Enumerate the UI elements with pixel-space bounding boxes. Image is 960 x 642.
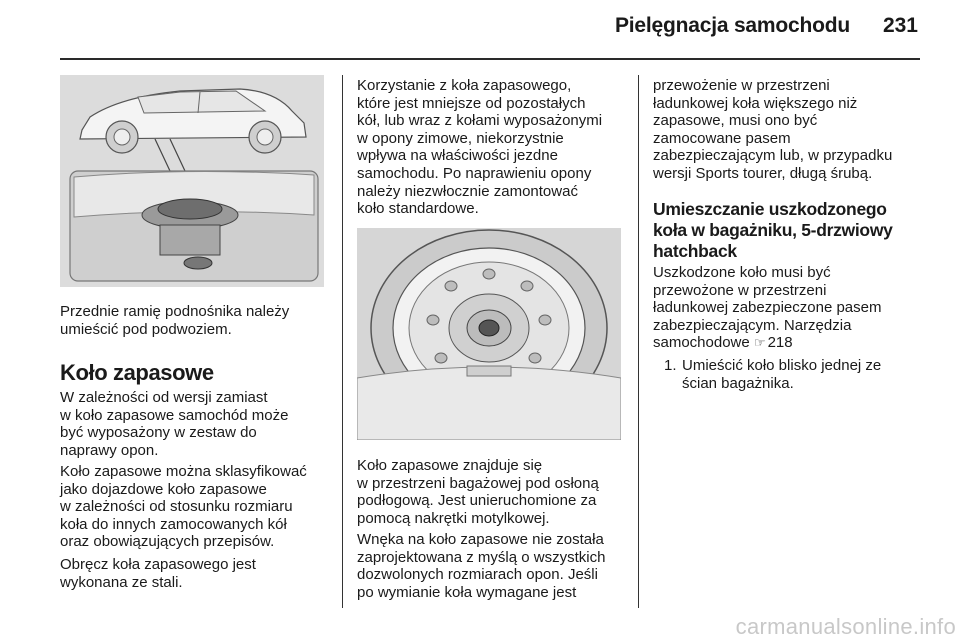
paragraph-steel-rim: Obręcz koła zapasowego jest wykonana ze stali. <box>60 556 256 591</box>
paragraph-strap-text: Uszkodzone koło musi być przewożone w przestrzeni ładunkowej zabezpieczone pasem zabezpieczającym. Narzędzia samochodowe <box>653 264 882 352</box>
paragraph-repair-kit: W zależności od wersji zamiast w koło zapasowe samochód może być wyposażony w zestaw do naprawy opon. <box>60 389 289 459</box>
arrow-circle-icon: ☞ <box>753 335 766 351</box>
cross-reference-page[interactable]: 218 <box>767 334 793 352</box>
paragraph-tire-sizes: Wnęka na koło zapasowe nie została zaprojektowana z myślą o wszystkich dozwolonych rozmiarach opon. Jeśli po wymianie koła wymagane jest <box>357 531 606 601</box>
step-number-1: 1. <box>664 357 677 374</box>
paragraph-usage-warning: Korzystanie z koła zapasowego, które jest mniejsze od pozostałych kół, lub wraz z kołami wyposażonymi w opony zimowe, niekorzystnie wpływa na właściwości jezdne samochodu. Po naprawieniu opony należy niezwłocznie zamontować koło standardowe. <box>357 77 603 218</box>
car-jack-illustration <box>60 75 324 287</box>
section-heading-damaged-wheel: Umieszczanie uszkodzonego koła w bagażniku, 5-drzwiowy hatchback <box>653 199 893 261</box>
page-header-title: Pielęgnacja samochodu <box>614 14 850 37</box>
paragraph-classification: Koło zapasowe można sklasyfikować jako dojazdowe koło zapasowe w zależności od stosunku rozmiaru koła do innych zamocowanych kół oraz obowiązujących przepisów. <box>60 463 307 551</box>
paragraph-larger-wheel: przewożenie w przestrzeni ładunkowej koła większego niż zapasowe, musi ono być zamocowane pasem zabezpieczającym lub, w przypadku wersji Sports tourer, długą śrubą. <box>653 77 893 182</box>
column-divider-2 <box>638 75 639 608</box>
page-number: 231 <box>882 14 918 37</box>
header-rule <box>60 58 920 60</box>
figure-caption-jack: Przednie ramię podnośnika należy umieścić pod podwoziem. <box>60 303 290 338</box>
spare-wheel-illustration <box>357 228 621 440</box>
watermark: carmanualsonline.info <box>735 614 956 639</box>
paragraph-strap <box>653 264 928 352</box>
section-heading-spare-wheel: Koło zapasowe <box>60 360 214 385</box>
step-text-1: Umieścić koło blisko jednej ze ścian bagażnika. <box>682 357 882 392</box>
column-divider-1 <box>342 75 343 608</box>
figure-caption-spare-wheel: Koło zapasowe znajduje się w przestrzeni bagażowej pod osłoną podłogową. Jest unieruchomione za pomocą nakrętki motylkowej. <box>357 457 599 527</box>
